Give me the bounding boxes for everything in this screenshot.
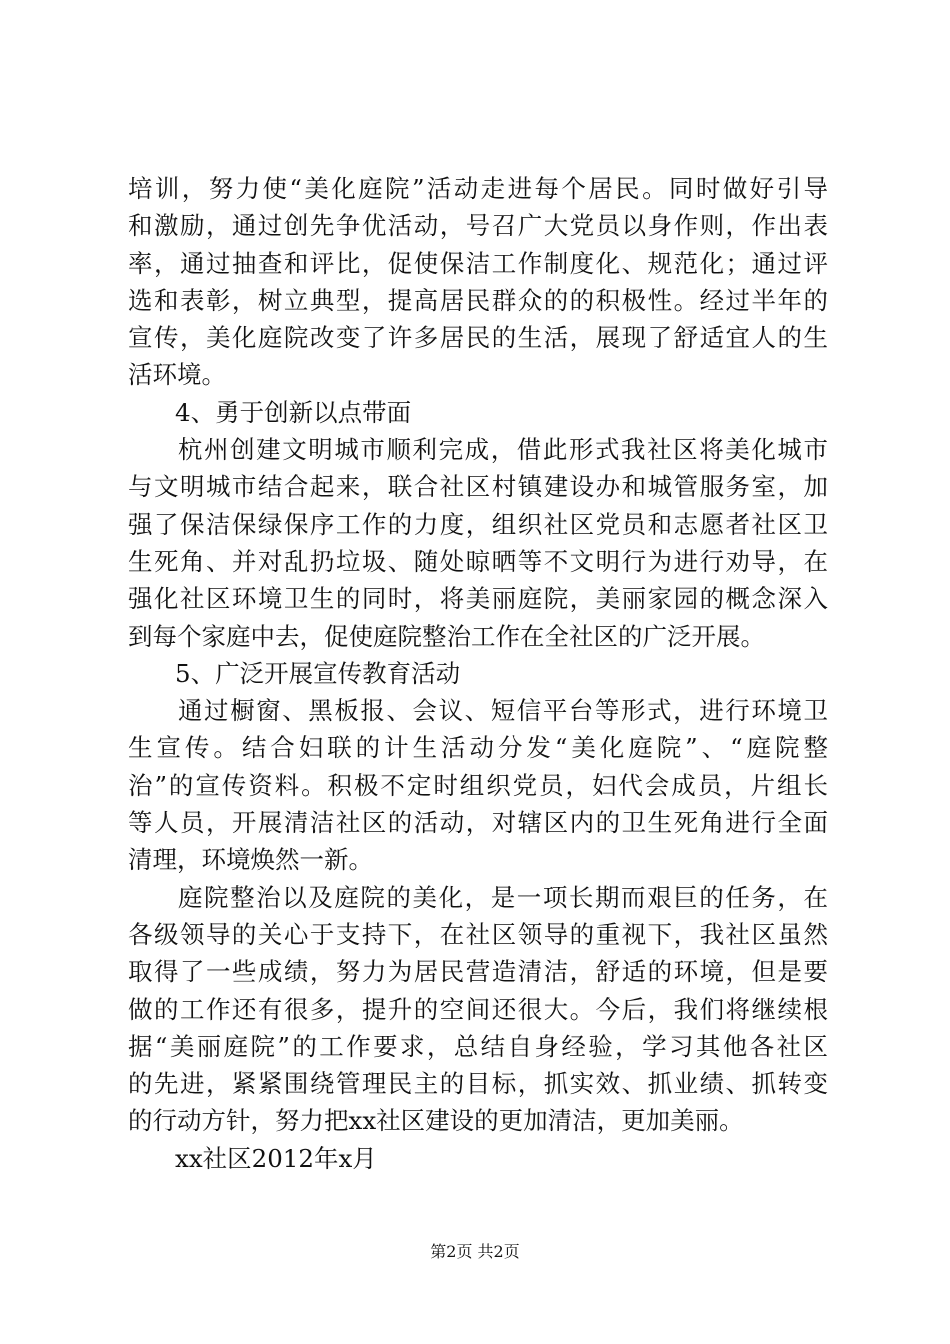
text-line: 活环境。 bbox=[128, 360, 226, 390]
section-heading: 5、广泛开展宣传教育活动 bbox=[175, 658, 461, 688]
section-heading: 4、勇于创新以点带面 bbox=[175, 397, 412, 427]
text-line: 强了保洁保绿保序工作的力度，组织社区党员和志愿者社区卫 bbox=[128, 509, 828, 539]
text-line: 通过橱窗、黑板报、会议、短信平台等形式，进行环境卫 bbox=[178, 696, 828, 726]
text-line: 杭州创建文明城市顺利完成，借此形式我社区将美化城市 bbox=[178, 435, 828, 465]
signature-date: xx社区2012年x月 bbox=[175, 1143, 377, 1173]
text-line: 庭院整治以及庭院的美化，是一项长期而艰巨的任务，在 bbox=[178, 882, 828, 912]
text-line: 据“美丽庭院”的工作要求，总结自身经验，学习其他各社区 bbox=[128, 1031, 828, 1061]
text-line: 清理，环境焕然一新。 bbox=[128, 845, 373, 875]
text-line: 到每个家庭中去，促使庭院整治工作在全社区的广泛开展。 bbox=[128, 621, 765, 651]
text-line: 等人员，开展清洁社区的活动，对辖区内的卫生死角进行全面 bbox=[128, 808, 828, 838]
document-body bbox=[128, 170, 828, 1177]
text-line: 培训，努力使“美化庭院”活动走进每个居民。同时做好引导 bbox=[128, 174, 828, 203]
text-line: 治”的宣传资料。积极不定时组织党员，妇代会成员，片组长 bbox=[128, 770, 828, 800]
text-line: 生宣传。结合妇联的计生活动分发“美化庭院”、“庭院整 bbox=[128, 733, 828, 763]
page-number-footer: 第2页 共2页 bbox=[430, 1242, 520, 1261]
text-line: 生死角、并对乱扔垃圾、随处晾晒等不文明行为进行劝导，在 bbox=[128, 546, 828, 576]
text-line: 强化社区环境卫生的同时，将美丽庭院，美丽家园的概念深入 bbox=[128, 584, 828, 614]
text-line: 各级领导的关心于支持下，在社区领导的重视下，我社区虽然 bbox=[128, 919, 828, 949]
text-line: 做的工作还有很多，提升的空间还很大。今后，我们将继续根 bbox=[128, 994, 828, 1024]
text-line: 与文明城市结合起来，联合社区村镇建设办和城管服务室，加 bbox=[128, 472, 828, 502]
text-line: 取得了一些成绩，努力为居民营造清洁，舒适的环境，但是要 bbox=[128, 957, 828, 987]
text-line: 的行动方针，努力把xx社区建设的更加清洁，更加美丽。 bbox=[128, 1106, 744, 1136]
text-line: 宣传，美化庭院改变了许多居民的生活，展现了舒适宜人的生 bbox=[128, 323, 828, 353]
text-line: 的先进，紧紧围绕管理民主的目标，抓实效、抓业绩、抓转变 bbox=[128, 1069, 828, 1099]
text-line: 率，通过抽查和评比，促使保洁工作制度化、规范化；通过评 bbox=[128, 248, 828, 278]
text-line: 选和表彰，树立典型，提高居民群众的的积极性。经过半年的 bbox=[128, 285, 828, 315]
text-line: 和激励，通过创先争优活动，号召广大党员以身作则，作出表 bbox=[128, 211, 828, 241]
